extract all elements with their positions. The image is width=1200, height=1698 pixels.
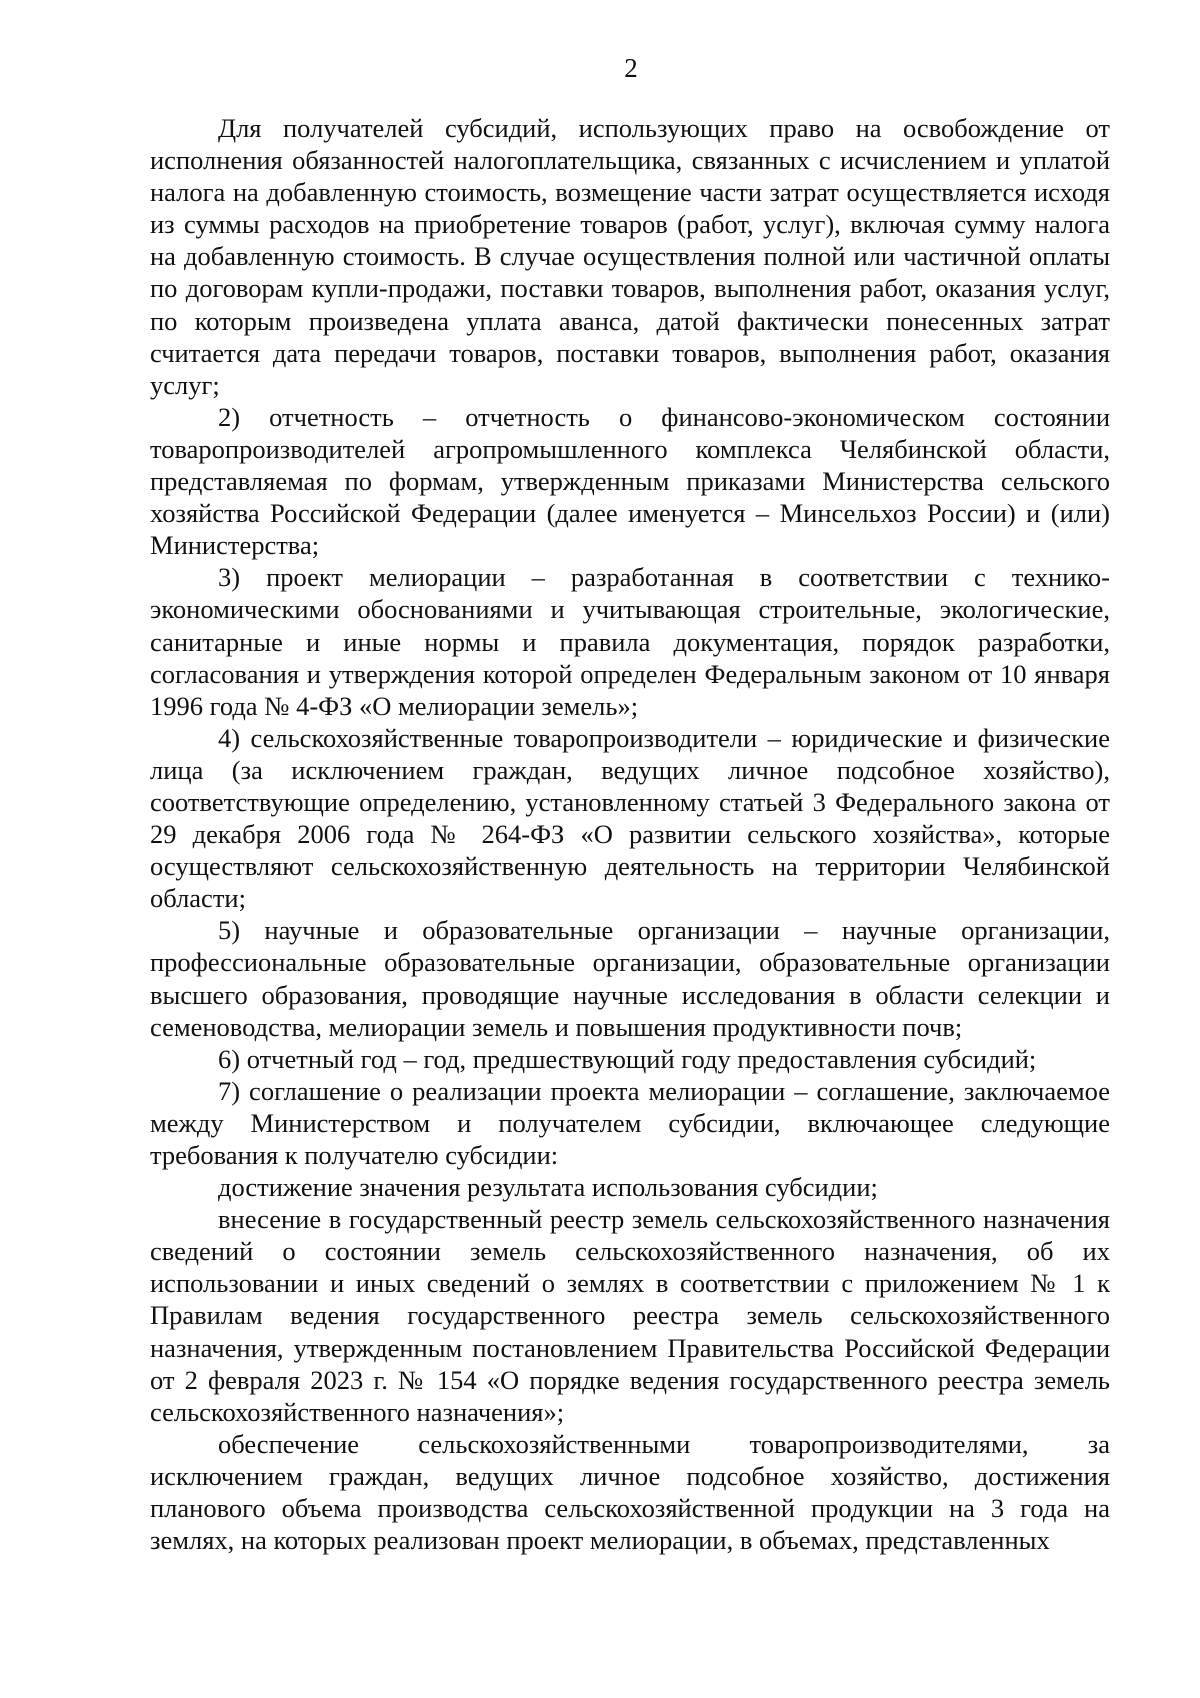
page-number: 2 [624,53,638,83]
paragraph-agricultural-producers: 4) сельскохозяйственные товаропроизводители – юридические и физические лица (за исключением граждан, ведущих личное подсобное хозяйство), соответствующие определению, установленному статьей 3 Федерального закона от 29 декабря 2006 года № 264-ФЗ «О развитии сельского хозяйства», которые осуществляют сельскохозяйственную деятельность на территории Челябинской области; [150,722,1110,914]
paragraph-land-registry: внесение в государственный реестр земель сельскохозяйственного назначения сведений о состоянии земель сельскохозяйственного назначения, об их использовании и иных сведений о землях в соответствии с приложением № 1 к Правилам ведения государственного реестра земель сельскохозяйственного назначения, утвержденным постановлением Правительства Российской Федерации от 2 февраля 2023 г. № 154 «О порядке ведения государственного реестра земель сельскохозяйственного назначения»; [150,1204,1110,1427]
document-body [150,112,1110,1556]
paragraph-agreement: 7) соглашение о реализации проекта мелиорации – соглашение, заключаемое между Министерством и получателем субсидии, включающее следующие требования к получателю субсидии: [150,1075,1110,1170]
paragraph-reporting: 2) отчетность – отчетность о финансово-экономическом состоянии товаропроизводителей агропромышленного комплекса Челябинской области, представляемая по формам, утвержденным приказами Министерства сельского хозяйства Российской Федерации (далее именуется – Минсельхоз России) и (или) Министерства; [150,401,1110,561]
paragraph-melioration-project: 3) проект мелиорации – разработанная в соответствии с технико-экономическими обоснованиями и учитывающая строительные, экологические, санитарные и иные нормы и правила документация, порядок разработки, согласования и утверждения которой определен Федеральным законом от 10 января 1996 года № 4-ФЗ «О мелиорации земель»; [150,562,1110,721]
paragraph-reporting-year: 6) отчетный год – год, предшествующий году предоставления субсидий; [218,1043,1037,1074]
paragraph-result-achievement: достижение значения результата использования субсидии; [218,1172,878,1203]
paragraph-vat-exemption: Для получателей субсидий, использующих право на освобождение от исполнения обязанностей налогоплательщика, связанных с исчислением и уплатой налога на добавленную стоимость, возмещение части затрат осуществляется исходя из суммы расходов на приобретение товаров (работ, услуг), включая сумму налога на добавленную стоимость. В случае осуществления полной или частичной оплаты по договорам купли-продажи, поставки товаров, выполнения работ, оказания услуг, по которым произведена уплата аванса, датой фактически понесенных затрат считается дата передачи товаров, поставки товаров, выполнения работ, оказания услуг; [150,113,1110,400]
paragraph-production-volume: обеспечение сельскохозяйственными товаропроизводителями, за исключением граждан, ведущих личное подсобное хозяйство, достижения планового объема производства сельскохозяйственной продукции на 3 года на землях, на которых реализован проект мелиорации, в объемах, представленных [150,1428,1110,1556]
paragraph-scientific-organizations: 5) научные и образовательные организации – научные организации, профессиональные образовательные организации, образовательные организации высшего образования, проводящие научные исследования в области селекции и семеноводства, мелиорации земель и повышения продуктивности почв; [150,915,1110,1042]
